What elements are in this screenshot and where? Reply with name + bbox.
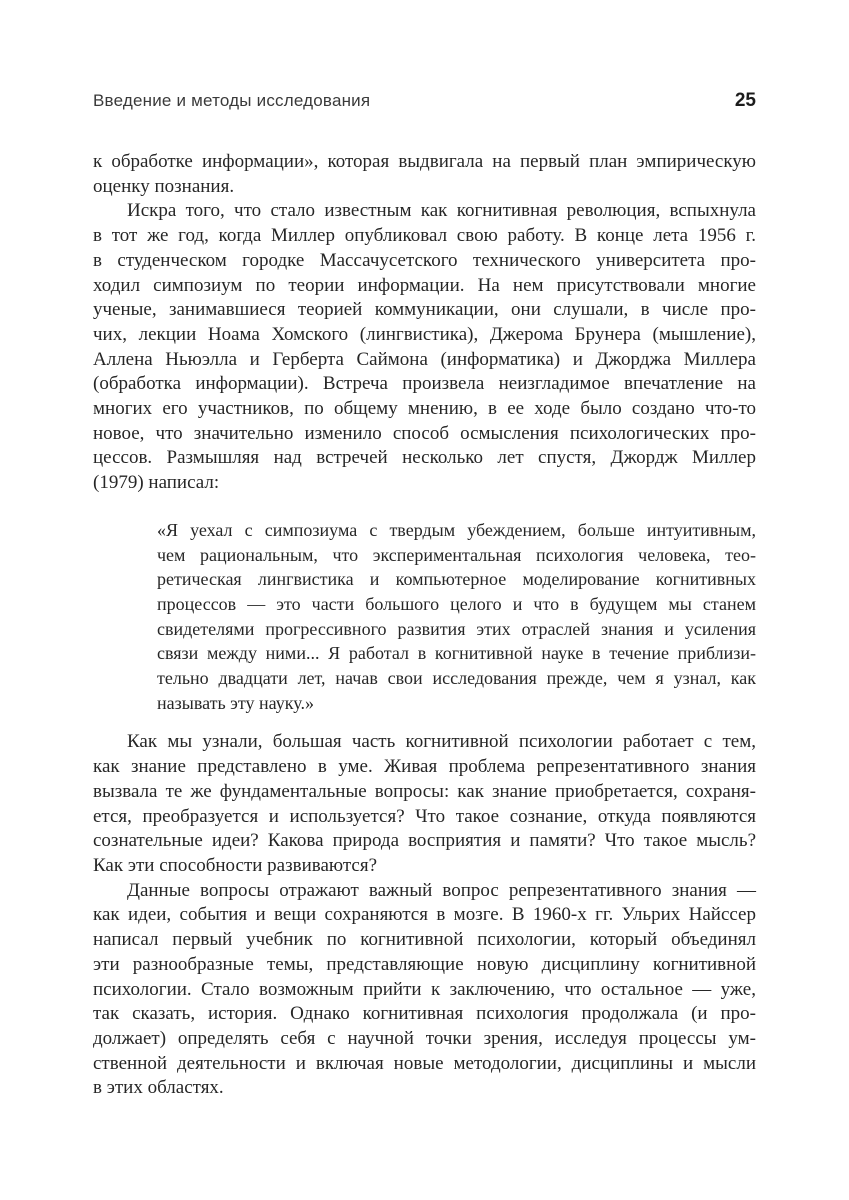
paragraph [93,199,756,495]
text-line: «Я уехал с симпозиума с твердым убеждением, больше интуитивным, [157,519,756,540]
text-line: Аллена Ньюэлла и Герберта Саймона (информатика) и Джорджа Миллера [93,348,756,370]
text-line: так сказать, история. Однако когнитивная психология продолжала (и про- [93,1003,756,1025]
text-line: Данные вопросы отражают важный вопрос репрезентативного знания — [127,879,756,901]
text-line: в этих областях. [93,1077,224,1099]
page-number: 25 [734,90,756,111]
text-line: должает) определять себя с научной точки зрения, исследуя процессы ум- [93,1027,756,1049]
text-line: Как мы узнали, большая часть когнитивной психологии работает с тем, [127,731,756,753]
text-line: ретическая лингвистика и компьютерное моделирование когнитивных [157,569,756,590]
text-line: написал первый учебник по когнитивной психологии, который объединял [93,929,756,951]
block-quote [157,518,756,716]
text-line: связи между ними... Я работал в когнитивной науке в течение приблизи- [157,643,756,664]
running-head: Введение и методы исследования [93,91,371,110]
text-line: тельно двадцати лет, начав свои исследования прежде, чем я узнал, как [157,668,756,689]
text-line: (обработка информации). Встреча произвела неизгладимое впечатление на [93,373,756,395]
text-line: к обработке информации», которая выдвигала на первый план эмпирическую [93,151,756,172]
text-line: чем рациональным, что экспериментальная психология человека, тео- [157,544,756,565]
text-line: ственной деятельности и включая новые методологии, дисциплины и мысли [93,1052,756,1074]
text-line: психологии. Стало возможным прийти к заключению, что остальное — уже, [93,978,756,1000]
text-line: Как эти способности развиваются? [93,854,377,876]
text-line: (1979) написал: [93,472,220,494]
paragraph [93,730,756,878]
text-line: оценку познания. [93,175,235,197]
text-line: многих его участников, по общему мнению, в ее ходе было создано что-то [93,398,756,420]
text-line: чих, лекции Ноама Хомского (лингвистика), Джерома Брунера (мышление), [93,323,756,345]
text-line: ученые, занимавшиеся теорией коммуникации, они слушали, в числе про- [93,299,756,321]
text-line: ходил симпозиум по теории информации. На нем присутствовали многие [93,274,756,296]
text-line: процессов — это части большого целого и что в будущем мы станем [157,593,756,614]
page-body [93,150,756,1101]
text-line: как знание представлено в уме. Живая проблема репрезентативного знания [93,756,756,778]
text-line: цессов. Размышляя над встречей несколько лет спустя, Джордж Миллер [93,447,756,469]
text-line: в студенческом городке Массачусетского технического университета про- [93,249,756,271]
text-line: ется, преобразуется и используется? Что такое сознание, откуда появляются [93,805,756,827]
text-line: сознательные идеи? Какова природа восприятия и памяти? Что такое мысль? [93,830,756,852]
text-line: эти разнообразные темы, представляющие новую дисциплину когнитивной [93,953,756,975]
text-line: вызвала те же фундаментальные вопросы: как знание приобретается, сохраня- [93,780,756,802]
text-line: как идеи, события и вещи сохраняются в мозге. В 1960-х гг. Ульрих Найссер [93,904,756,926]
text-line: свидетелями прогрессивного развития этих отраслей знания и усиления [157,618,756,639]
text-line: Искра того, что стало известным как когнитивная революция, вспыхнула [127,200,756,222]
paragraph [93,150,756,199]
text-line: называть эту науку.» [157,692,314,713]
paragraph [93,879,756,1101]
text-line: новое, что значительно изменило способ осмысления психологических про- [93,422,756,444]
text-line: в тот же год, когда Миллер опубликовал свою работу. В конце лета 1956 г. [93,225,756,247]
page-header [93,90,756,112]
